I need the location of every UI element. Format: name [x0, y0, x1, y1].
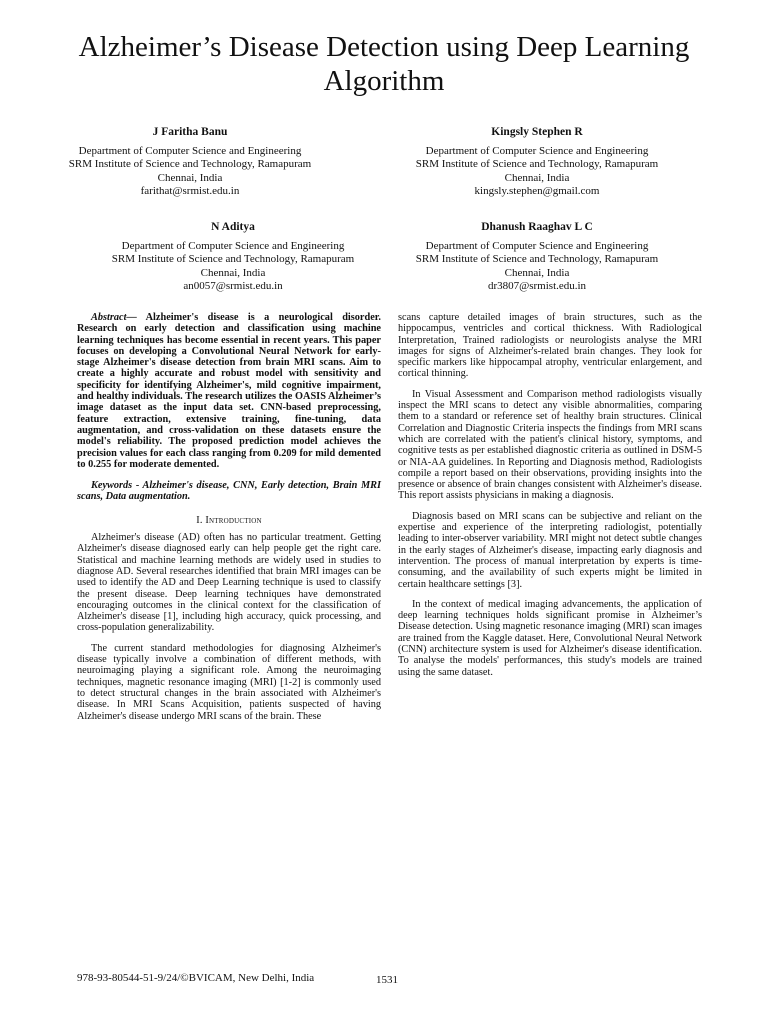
author-city: Chennai, India: [504, 266, 570, 279]
author-department: Department of Computer Science and Engineering: [425, 144, 649, 157]
footer-isbn: 978-93-80544-51-9/24/©BVICAM, New Delhi, India: [77, 972, 315, 984]
keywords: Keywords - Alzheimer's disease, CNN, Early detection, Brain MRI scans, Data augmentation.: [77, 480, 381, 503]
author-name: Kingsly Stephen R: [491, 126, 583, 138]
author-name: J Faritha Banu: [152, 126, 228, 138]
author-block-4: [387, 221, 687, 294]
author-block-3: [83, 221, 383, 294]
author-institution: SRM Institute of Science and Technology, Ramapuram: [111, 253, 355, 266]
author-city: Chennai, India: [200, 266, 266, 279]
author-name: N Aditya: [211, 221, 255, 233]
author-department: Department of Computer Science and Engineering: [78, 144, 302, 157]
author-department: Department of Computer Science and Engineering: [425, 239, 649, 252]
author-email: dr3807@srmist.edu.in: [487, 280, 587, 293]
author-block-2: [387, 126, 687, 199]
author-department: Department of Computer Science and Engineering: [121, 239, 345, 252]
body-paragraph: scans capture detailed images of brain structures, such as the hippocampus, ventricles and cortical thickness. With Radiological Interpretation, Trained radiologists or neurologists analyse the MRI images for signs of Alzheimer's-related brain changes. They look for specific markers like hippocampal atrophy, ventricular enlargement, and cortical thinning.: [398, 312, 702, 380]
author-email: farithat@srmist.edu.in: [140, 185, 240, 198]
author-name: Dhanush Raaghav L C: [481, 221, 593, 233]
abstract: [77, 312, 381, 470]
author-city: Chennai, India: [157, 171, 223, 184]
author-email: kingsly.stephen@gmail.com: [474, 185, 600, 198]
author-city: Chennai, India: [504, 171, 570, 184]
page-number: 1531: [376, 974, 398, 986]
author-institution: SRM Institute of Science and Technology, Ramapuram: [68, 158, 312, 171]
author-institution: SRM Institute of Science and Technology, Ramapuram: [415, 158, 659, 171]
abstract-text: Alzheimer's disease is a neurological disorder. Research on early detection and classification using machine learning techniques has become essential in recent years. This paper focuses on developing a Convolutional Neural Network for early-stage Alzheimer's disease detection from brain MRI scans. Aim to create a highly accurate and robust model with sensitivity and specificity for identifying Alzheimer's, mild cognitive impairment, and healthy individuals. The research utilizes the OASIS Alzheimer’s image dataset as the input data set. CNN-based preprocessing, feature extraction, extensive training, fine-tuning, data augmentation, and cross-validation on these datasets ensure the model's reliability. The proposed prediction model achieves the precision values for each class ranging from 0.209 for mild demented to 0.255 for moderate demented.: [77, 312, 381, 470]
body-paragraph: Alzheimer's disease (AD) often has no particular treatment. Getting Alzheimer's disease diagnosed early can help people get the right care. Statistical and machine learning methods are widely used in studies to diagnose AD. Several researches identified that brain MRI images can be used to identify the AD and Deep Learning technique is used to classify the present disease. Deep learning techniques have demonstrated encouraging outcomes in the clinical context for the classification of Alzheimer's disease [1], including high accuracy, quick processing, and cross-population generalizability.: [77, 532, 381, 634]
paper-title: Alzheimer’s Disease Detection using Deep Learning Algorithm: [78, 31, 690, 97]
author-institution: SRM Institute of Science and Technology, Ramapuram: [415, 253, 659, 266]
right-column: [398, 312, 702, 678]
left-column: [77, 312, 381, 722]
author-block-1: [40, 126, 340, 199]
body-paragraph: In the context of medical imaging advancements, the application of deep learning techniques holds significant promise in Alzheimer’s Disease detection. Using magnetic resonance imaging (MRI) scan images are trained from the Kaggle dataset. Here, Convolutional Neural Network (CNN) architecture system is used for Alzheimer's disease identification. To analyse the models' performances, this study's models are trained using the same dataset.: [398, 598, 702, 678]
author-email: an0057@srmist.edu.in: [183, 280, 283, 293]
body-paragraph: The current standard methodologies for diagnosing Alzheimer's disease typically involve a combination of different methods, with neuroimaging playing a significant role. Among the neuroimaging techniques, magnetic resonance imaging (MRI) [1-2] is commonly used to detect structural changes in the brain associated with Alzheimer's disease. In MRI Scans Acquisition, patients suspected of having Alzheimer's disease undergo MRI scans of the brain. These: [77, 642, 381, 722]
section-heading-introduction: I. Introduction: [196, 514, 262, 526]
abstract-label: Abstract—: [91, 312, 137, 323]
body-paragraph: Diagnosis based on MRI scans can be subjective and reliant on the expertise and experience of the interpreting radiologist, potentially leading to inter-observer variability. MRI might not detect subtle changes in the early stages of Alzheimer's disease, impacting early diagnosis and intervention. The process of manual interpretation by experts is time-consuming, and the availability of such experts might be limited in certain healthcare settings [3].: [398, 510, 702, 590]
body-paragraph: In Visual Assessment and Comparison method radiologists visually inspect the MRI scans to detect any visible abnormalities, comparing them to a standard or reference set of healthy brain structures. Clinical Correlation and Diagnostic Criteria inspects the findings from MRI scans which are correlated with the patient's clinical history, symptoms, and cognitive tests as per established diagnostic criteria as outlined in DSM-5 or NIA-AA guidelines. In Reporting and Diagnosis method, Radiologists compile a report based on their observations, providing insights into the presence or absence of brain changes consistent with Alzheimer's disease. This report assists physicians in making a diagnosis.: [398, 388, 702, 502]
